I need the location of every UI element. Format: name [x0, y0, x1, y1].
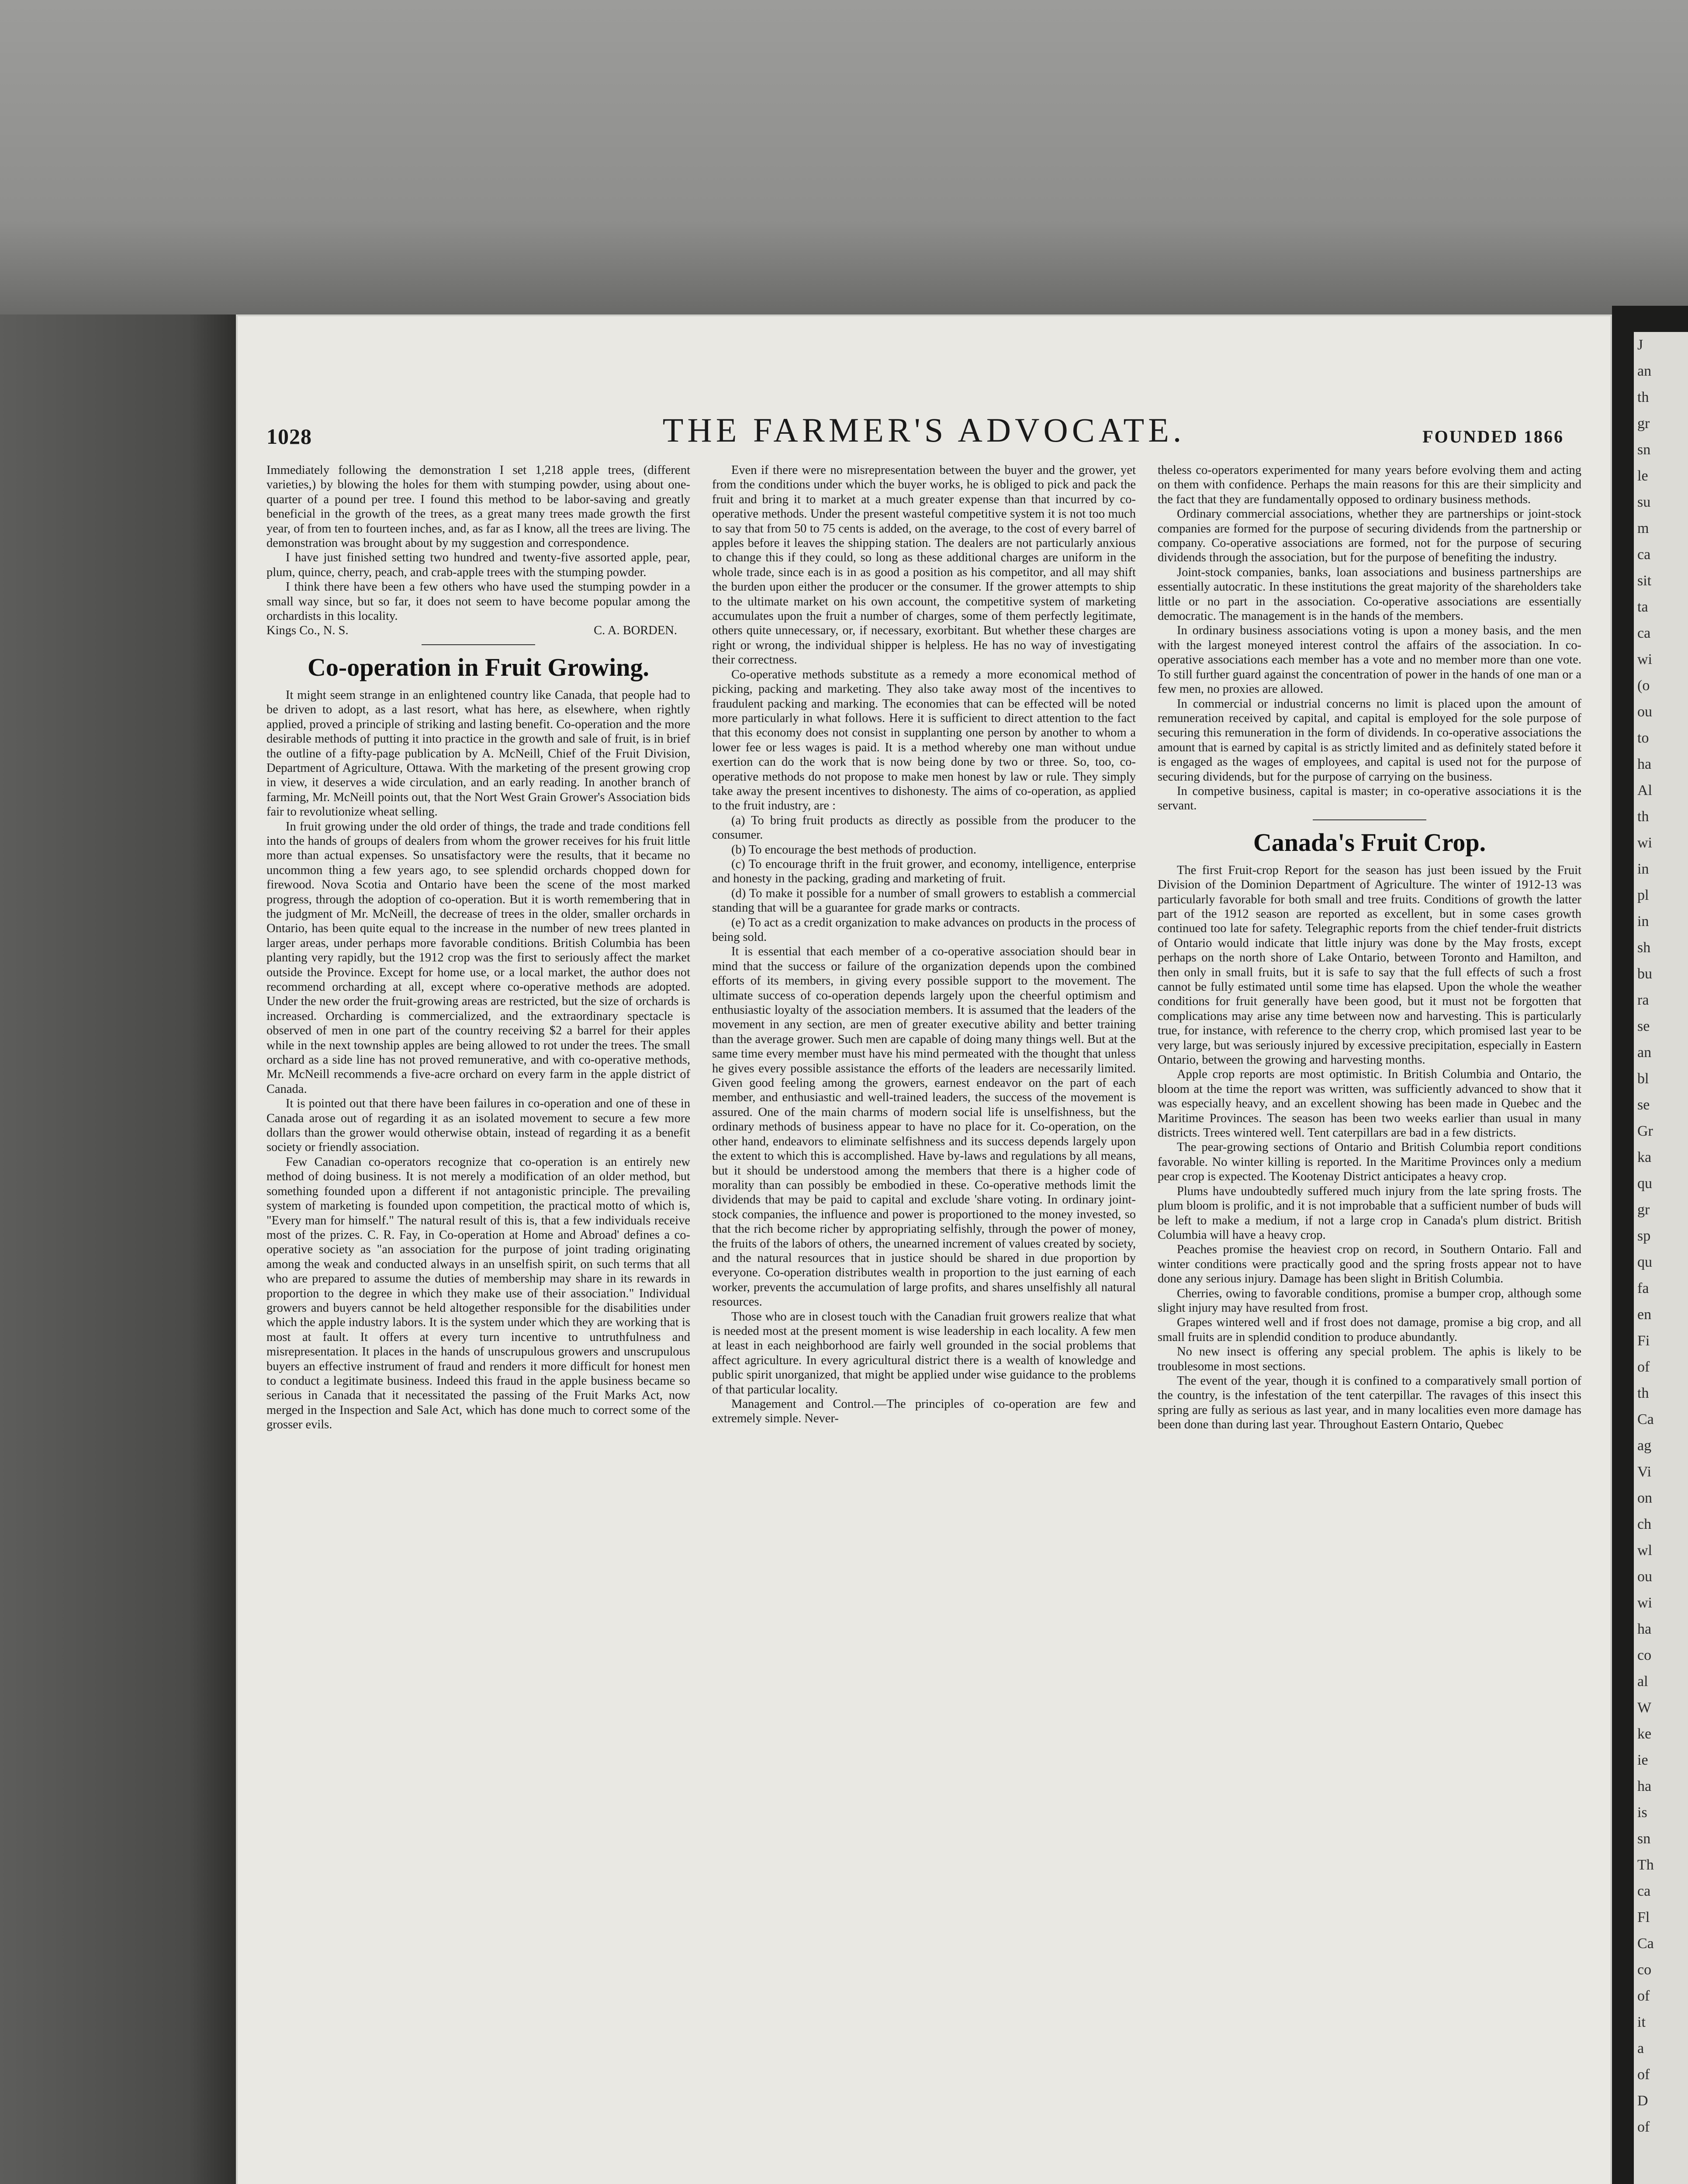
next-page-fragment: it	[1637, 2014, 1646, 2030]
next-page-fragment: an	[1637, 1044, 1652, 1061]
next-page-fragment: se	[1637, 1018, 1650, 1034]
article-paragraph: Management and Control.—The principles of co-operation are few and extremely simple. Never-	[712, 1397, 1136, 1426]
article-paragraph: theless co-operators experimented for many years before evolving them and acting on them with confidence. Perhaps the main reasons for this are their simplicity and the fact that they are fundamentally opposed to ordinary business methods.	[1158, 463, 1581, 506]
aim-item: (a) To bring fruit products as directly as possible from the producer to the consumer.	[712, 813, 1136, 842]
crop-paragraph: The pear-growing sections of Ontario and British Columbia report conditions favorable. No winter killing is reported. In the Maritime Provinces only a medium pear crop is expected. The Kootenay District anticipates a heavy crop.	[1158, 1140, 1581, 1184]
next-page-fragment: ca	[1637, 546, 1651, 563]
crop-paragraph: Cherries, owing to favorable conditions, promise a bumper crop, although some slight injury may have resulted from frost.	[1158, 1286, 1581, 1315]
signature-place: Kings Co., N. S.	[266, 624, 349, 638]
signature-name: C. A. BORDEN.	[594, 624, 677, 638]
next-page-fragment: th	[1637, 1385, 1649, 1401]
next-page-fragment: W	[1637, 1700, 1652, 1716]
next-page-edge	[1634, 332, 1688, 2184]
next-page-fragment: sn	[1637, 1831, 1651, 1847]
next-page-fragment: sp	[1637, 1228, 1651, 1244]
letter-paragraph: I think there have been a few others who have used the stumping powder in a small way since, but so far, it does not seem to have become popular among the orchardists in this locality.	[266, 580, 690, 623]
next-page-fragment: qu	[1637, 1175, 1652, 1192]
next-page-fragment: ou	[1637, 704, 1652, 720]
article-paragraph: Ordinary commercial associations, whether they are partnerships or joint-stock companies are formed for the purpose of securing dividends from the partnership or company. Co-operative associations are formed, not for the purpose of securing dividends through the association, but for the purpose of benefiting the industry.	[1158, 507, 1581, 565]
next-page-fragment: ta	[1637, 599, 1648, 615]
crop-paragraph: The first Fruit-crop Report for the season has just been issued by the Fruit Division of the Dominion Department of Agriculture. The winter of 1912-13 was particularly favorable for both small and tree fruits. Conditions of growth the latter part of the 1912 season are reported as excellent, but in some cases growth continued too late for safety. Telegraphic reports from the chief tender-fruit districts of Ontario would indicate that little injury was done by the May frosts, except perhaps on the north shore of Lake Ontario, between Toronto and Hamilton, and then only in small fruits, but it is safe to say that the full effects of such a frost cannot be fully estimated until some time has elapsed. Upon the whole the weather conditions for fruit generally have been good, but it must not be forgotten that complications may arise any time between now and harvesting. This is particularly true, for instance, with reference to the cherry crop, which promised last year to be very large, but was seriously injured by excessive precipitation, especially in Eastern Ontario, between the growing and harvesting months.	[1158, 863, 1581, 1067]
next-page-fragment: Gr	[1637, 1123, 1653, 1139]
next-page-fragment: bu	[1637, 966, 1652, 982]
next-page-fragment: gr	[1637, 1202, 1650, 1218]
next-page-fragment: le	[1637, 468, 1648, 484]
next-page-fragment: a	[1637, 2040, 1644, 2056]
next-page-fragment: Vi	[1637, 1464, 1651, 1480]
next-page-fragment: on	[1637, 1490, 1652, 1506]
next-page-fragment: th	[1637, 809, 1649, 825]
next-page-fragment: wi	[1637, 1595, 1652, 1611]
next-page-fragment: ch	[1637, 1516, 1652, 1532]
aim-item: (b) To encourage the best methods of production.	[731, 843, 976, 857]
article-paragraph: It is essential that each member of a co-operative association should bear in mind that the success or failure of the organization depends upon the combined efforts of its members, in giving every possible support to the movement. The ultimate success of co-operation depends largely upon the cheerful optimism and enthusiastic loyalty of the association members. It is assumed that the leaders of the movement in any section, are men of greater executive ability and better training than the average grower. Such men are capable of doing many things well. But at the same time every member must have his mind permeated with the thought that unless he gives every possible assistance the efforts of the leaders are necessarily limited. Given good feeling among the growers, earnest endeavor on the part of each member, and enthusiastic and well-trained leaders, the success of the movement is assured. One of the main charms of modern social life is unselfishness, but the ordinary methods of business appear to have no place for it. Co-operation, on the other hand, endeavors to eliminate selfishness and its success depends largely upon the extent to which this is accomplished. Have by-laws and regulations by all means, but it should be understood among the members that there is a higher code of morality than can possibly be embodied in these. Co-operative methods limit the dividends that may be paid to capital and exclude 'share voting. In ordinary joint-stock companies, the influence and power is proportioned to the money invested, so that the rich become richer by appropriating selfishly, through the power of money, the fruits of the labors of others, the unearned increment of values created by society, and the natural resources that in justice should be shared in due proportion by everyone. Co-operation distributes wealth in proportion to the just earning of each worker, prevents the accumulation of large profits, and shares unselfishly all natural resources.	[712, 945, 1136, 1309]
next-page-fragment: al	[1637, 1673, 1648, 1690]
next-page-fragment: th	[1637, 389, 1649, 405]
next-page-fragment: co	[1637, 1962, 1652, 1978]
next-page-fragment: qu	[1637, 1254, 1652, 1270]
next-page-fragment: in	[1637, 861, 1649, 877]
next-page-fragment: Ca	[1637, 1411, 1654, 1427]
next-page-fragment: sh	[1637, 940, 1651, 956]
next-page-fragment: wl	[1637, 1542, 1652, 1559]
next-page-fragment: of	[1637, 2119, 1650, 2135]
article-columns	[266, 463, 1581, 2184]
next-page-fragment: ha	[1637, 1778, 1652, 1794]
letter-paragraph: Immediately following the demonstration I set 1,218 apple trees, (different varieties,) by blowing the holes for them with stumping powder, using about one-quarter of a pound per tree. I found this method to be labor-saving and greatly beneficial in the growth of the trees, as a great many trees made growth the first year, of from ten to fourteen inches, and, as far as I know, all the trees are living. The demonstration was brought about by my suggestion and correspondence.	[266, 463, 690, 550]
next-page-fragment: bl	[1637, 1071, 1649, 1087]
next-page-fragment: is	[1637, 1804, 1647, 1821]
article-paragraph: Joint-stock companies, banks, loan associations and business partnerships are essentially autocratic. In these institutions the great majority of the shareholders take little or no part in the association. Co-operative associations are essentially democratic. The management is in the hands of the members.	[1158, 565, 1581, 623]
letter-signature	[266, 623, 690, 638]
next-page-fragment: J	[1637, 337, 1643, 353]
scan-background-top	[0, 0, 1688, 314]
next-page-fragment: ka	[1637, 1149, 1652, 1165]
article-title-cooperation: Co-operation in Fruit Growing.	[308, 653, 649, 681]
next-page-fragment: wi	[1637, 651, 1652, 667]
page-number: 1028	[266, 424, 312, 449]
article-paragraph: It might seem strange in an enlightened country like Canada, that people had to be driven to adopt, as a last resort, what has here, as elsewhere, when rightly applied, proved a principle of striking and lasting benefit. Co-operation and the more desirable methods of putting it into practice in the growth and sale of fruit, is in brief the outline of a fifty-page publication by A. McNeill, Chief of the Fruit Division, Department of Agriculture, Ottawa. With the marketing of the present growing crop in view, it deserves a wide circulation, and an early reading. In another branch of farming, Mr. McNeill points out, that the Nort West Grain Grower's Association bids fair to revolutionize wheat selling.	[266, 688, 690, 819]
next-page-fragment: in	[1637, 913, 1649, 930]
next-page-fragment: wi	[1637, 835, 1652, 851]
article-paragraph: Even if there were no misrepresentation between the buyer and the grower, yet from the conditions under which the buyer works, he is obliged to pick and pack the fruit and bring it to market at a much greater expense than that incurred by co-operative methods. Under the present wasteful competitive system it is not too much to say that from 50 to 75 cents is added, on the average, to the cost of every barrel of apples before it leaves the shipping station. The dealers are not particularly anxious to change this if they could, so long as these additional charges are uniform in the whole trade, since each is in as good a position as his competitor, and all may shift the burden upon either the producer or the consumer. If the grower attempts to ship to the ultimate market on his own account, the competitive system of marketing accumulates upon the fruit a number of charges, some of them perfectly legitimate, others quite unnecessary, or, if necessary, exorbitant. But whether these charges are right or wrong, the individual shipper is helpless. He has no way of investigating their correctness.	[712, 463, 1136, 667]
letter-paragraph: I have just finished setting two hundred and twenty-five assorted apple, pear, plum, quince, cherry, peach, and crab-apple trees with the stumping powder.	[266, 551, 690, 579]
next-page-fragment: sn	[1637, 442, 1651, 458]
next-page-fragment: m	[1637, 520, 1649, 536]
masthead-title: THE FARMER'S ADVOCATE.	[662, 411, 1186, 449]
next-page-fragment: ou	[1637, 1569, 1652, 1585]
next-page-fragment: ie	[1637, 1752, 1648, 1768]
article-paragraph: Co-operative methods substitute as a remedy a more economical method of picking, packing and marketing. They also take away most of the incentives to fraudulent packing and marking. The economies that can be effected will be noted more particularly in what follows. Here it is sufficient to direct attention to the fact that this economy does not consist in supplanting one person by another to whom a lower fee or less wages is paid. It is a method whereby one man without undue exertion can do the work that is now being done by two or three. So, too, co-operative methods do not propose to make men honest by law or rule. They simply take away the present incentives to dishonesty. The aims of co-operation, as applied to the fruit industry, are :	[712, 667, 1136, 813]
section-divider	[422, 644, 535, 645]
next-page-fragment: of	[1637, 1988, 1650, 2004]
next-page-fragment: (o	[1637, 677, 1650, 694]
next-page-fragment: Th	[1637, 1857, 1654, 1873]
next-page-fragment: ha	[1637, 756, 1652, 772]
next-page-fragment: of	[1637, 2067, 1650, 2083]
article-paragraph: Those who are in closest touch with the Canadian fruit growers realize that what is needed most at the present moment is wise leadership in each locality. A few men at least in each neighborhood are fairly well grounded in the social problems that affect agriculture. In every agricultural district there is a wealth of knowledge and public spirit unorganized, that might be applied under wise guidance to the problems of that particular locality.	[712, 1310, 1136, 1396]
next-page-fragment: Fl	[1637, 1909, 1650, 1925]
next-page-fragment: su	[1637, 494, 1651, 510]
next-page-fragment: gr	[1637, 415, 1650, 432]
next-page-fragment: Fi	[1637, 1333, 1650, 1349]
next-page-fragment: ca	[1637, 1883, 1651, 1899]
founded-label: FOUNDED 1866	[1422, 427, 1564, 446]
aim-item: (e) To act as a credit organization to make advances on products in the process of being sold.	[712, 916, 1136, 944]
next-page-fragment: to	[1637, 730, 1649, 746]
article-paragraph: Few Canadian co-operators recognize that co-operation is an entirely new method of doing business. It is not merely a modification of an older method, but something founded upon a different if not antagonistic principle. The prevailing system of marketing is founded upon competition, the practical motto of which is, "Every man for himself." The natural result of this is, that a few individuals receive most of the prizes. C. R. Fay, in Co-operation at Home and Abroad' defines a co-operative society as "an association for the purpose of joint trading originating among the weak and conducted always in an unselfish spirit, on such terms that all who are prepared to assume the duties of membership may share in its rewards in proportion to the degree in which they make use of their association." Individual growers and buyers cannot be held altogether responsible for the disabilities under which the apple industry labors. It is the system under which they are working that is most at fault. It offers at every turn incentive to untruthfulness and misrepresentation. It places in the hands of unscrupulous growers and unscrupulous buyers an effective instrument of fraud and renders it more difficult for honest men to conduct a legitimate business. Indeed this fraud in the apple business became so serious in Canada that it necessitated the passing of the Fruit Marks Act, now merged in the Inspection and Sale Act, which has done much to correct some of the grosser evils.	[266, 1155, 690, 1432]
page-header	[266, 406, 1581, 459]
next-page-fragment: ha	[1637, 1621, 1652, 1637]
next-page-fragment: ag	[1637, 1438, 1652, 1454]
crop-paragraph: The event of the year, though it is confined to a comparatively small portion of the country, is the infestation of the tent caterpillar. The ravages of this insect this spring are fully as serious as last year, and in many localities even more damage has been done than during last year. Throughout Eastern Ontario, Quebec	[1158, 1374, 1581, 1432]
article-paragraph: In fruit growing under the old order of things, the trade and trade conditions fell into the hands of groups of dealers from whom the grower receives for his fruit little more than actual expenses. So unsatisfactory were the results, that it became no uncommon thing a few years ago, to see splendid orchards chopped down for firewood. Nova Scotia and Ontario have been the scene of the most marked progress, through the adoption of co-operation. But it is worth remembering that in the judgment of Mr. McNeill, the decrease of trees in the older, smaller orchards in Ontario, has been quite equal to the increase in the number of new trees planted in larger areas, under perhaps more favorable conditions. British Columbia has been planting very rapidly, but the 1912 crop was the first to seriously affect the market outside the Province. Except for home use, or a local market, the author does not recommend orcharding at all, except where co-operative methods are adopted. Under the new order the fruit-growing areas are restricted, but the size of orchards is increased. Orcharding is commercialized, and the extraordinary spectacle is observed of men in one part of the country receiving $2 a barrel for their apples while in the next township apples are being allowed to rot under the trees. The small orchard as a side line has not proved remunerative, and with co-operative methods, Mr. McNeill recommends a five-acre orchard on every farm in the apple district of Canada.	[266, 819, 690, 1096]
crop-paragraph: Peaches promise the heaviest crop on record, in Southern Ontario. Fall and winter conditions were practically good and the spring frosts appear not to have done any serious injury. Damage has been slight in British Columbia.	[1158, 1243, 1581, 1286]
next-page-fragment: an	[1637, 363, 1652, 379]
next-page-fragment: sit	[1637, 573, 1652, 589]
article-paragraph: It is pointed out that there have been failures in co-operation and one of these in Canada arose out of regarding it as an isolated movement to secure a few more dollars than the grower would otherwise obtain, instead of regarding it as a benefit society or friendly association.	[266, 1097, 690, 1154]
column-2	[712, 463, 1136, 2184]
crop-paragraph: Grapes wintered well and if frost does not damage, promise a big crop, and all small fruits are in splendid condition to produce abundantly.	[1158, 1316, 1581, 1344]
next-page-fragment: co	[1637, 1647, 1652, 1663]
aim-item: (c) To encourage thrift in the fruit grower, and economy, intelligence, enterprise and honesty in the packing, grading and marketing of fruit.	[712, 857, 1136, 886]
next-page-fragment: se	[1637, 1097, 1650, 1113]
scan-background-left	[0, 314, 236, 2184]
crop-paragraph: No new insect is offering any special problem. The aphis is likely to be troublesome in most sections.	[1158, 1345, 1581, 1373]
next-page-fragment: D	[1637, 2093, 1648, 2109]
next-page-fragment: en	[1637, 1306, 1652, 1323]
crop-paragraph: Apple crop reports are most optimistic. In British Columbia and Ontario, the bloom at the time the report was written, was sufficiently advanced to show that it was especially heavy, and an excellent showing has been made in Quebec and the Maritime Provinces. The season has been two weeks earlier than usual in many districts. Trees wintered well. Tent caterpillars are bad in a few districts.	[1158, 1068, 1581, 1140]
next-page-fragment: fa	[1637, 1280, 1649, 1296]
article-title-fruit-crop: Canada's Fruit Crop.	[1253, 828, 1486, 857]
aim-item: (d) To make it possible for a number of small growers to establish a commercial standing that will be a guarantee for grade marks or contracts.	[712, 886, 1136, 915]
article-paragraph: In competive business, capital is master; in co-operative associations it is the servant.	[1158, 784, 1581, 813]
column-3	[1158, 463, 1581, 2184]
next-page-fragment: pl	[1637, 887, 1649, 903]
next-page-fragment: of	[1637, 1359, 1650, 1375]
next-page-fragment: ca	[1637, 625, 1651, 641]
article-paragraph: In commercial or industrial concerns no limit is placed upon the amount of remuneration received by capital, and capital is employed for the sole purpose of securing this remuneration in the form of dividends. In co-operative associations the amount that is earned by capital is as strictly limited and as definitely stated before it is engaged as the wages of employees, and capital is used not for the purpose of securing dividends, but for the purpose of carrying on the business.	[1158, 697, 1581, 784]
next-page-fragment: Al	[1637, 782, 1652, 798]
column-1	[266, 463, 690, 2184]
next-page-fragment: ra	[1637, 992, 1649, 1008]
article-paragraph: In ordinary business associations voting is upon a money basis, and the men with the largest moneyed interest control the affairs of the association. In co-operative associations each member has a vote and no member more than one vote. To still further guard against the concentration of power in the hands of one man or a few men, no proxies are allowed.	[1158, 624, 1581, 696]
section-divider	[1313, 819, 1426, 820]
crop-paragraph: Plums have undoubtedly suffered much injury from the late spring frosts. The plum bloom is prolific, and it is not improbable that a sufficient number of buds will be left to make a medium, if not a large crop in Canada's plum district. British Columbia will have a heavy crop.	[1158, 1184, 1581, 1242]
next-page-fragment: Ca	[1637, 1935, 1654, 1952]
next-page-fragment: ke	[1637, 1726, 1652, 1742]
